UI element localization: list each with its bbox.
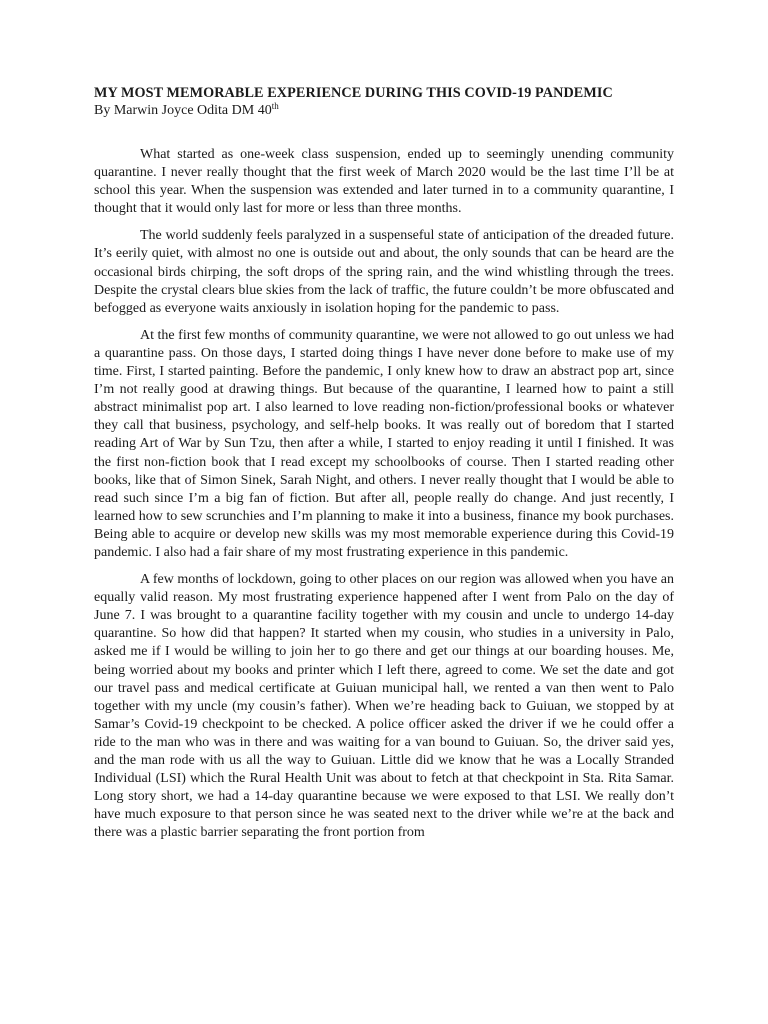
- document-page: [94, 84, 674, 851]
- byline: [94, 102, 674, 120]
- byline-superscript: th: [271, 101, 279, 111]
- paragraph-1: What started as one-week class suspension, ended up to seemingly unending community quarantine. I never really thought that the first week of March 2020 would be the last time I’ll be at school this year. When the suspension was extended and later turned in to a community quarantine, I thought that it would only last for more or less than three months.: [94, 147, 674, 217]
- paragraph-4: A few months of lockdown, going to other places on our region was allowed when you have an equally valid reason. My most frustrating experience happened after I went from Palo on the day of June 7. I was brought to a quarantine facility together with my cousin and uncle to undergo 14-day quarantine. So how did that happen? It started when my cousin, who studies in a university in Palo, asked me if I would be willing to join her to go there and get our things at our boarding houses. Me, being worried about my books and printer which I left there, agreed to come. We set the date and got our travel pass and medical certificate at Guiuan municipal hall, we rented a van then went to Palo together with my uncle (my cousin’s father). When we’re heading back to Guiuan, we stopped by at Samar’s Covid-19 checkpoint to be checked. A police officer asked the driver if we he could offer a ride to the man who was in there and was waiting for a van bound to Guiuan. So, the driver said yes, and the man rode with us all the way to Guiuan. Little did we know that he was a Locally Stranded Individual (LSI) which the Rural Health Unit was about to fetch at that checkpoint in Sta. Rita Samar. Long story short, we had a 14-day quarantine because we were exposed to that LSI. We really don’t have much exposure to that person since he was seated next to the driver while we’re at the back and there was a plastic barrier separating the front portion from: [94, 572, 674, 841]
- paragraph-2: The world suddenly feels paralyzed in a suspenseful state of anticipation of the dreaded future. It’s eerily quiet, with almost no one is outside out and about, the only sounds that can be heard are the occasional birds chirping, the soft drops of the spring rain, and the wind whistling through the trees. Despite the crystal clears blue skies from the lack of traffic, the future couldn’t be more obfuscated and befogged as everyone waits anxiously in isolation hoping for the pandemic to pass.: [94, 228, 674, 316]
- document-title: MY MOST MEMORABLE EXPERIENCE DURING THIS COVID-19 PANDEMIC: [94, 85, 613, 101]
- paragraph-3: At the first few months of community quarantine, we were not allowed to go out unless we had a quarantine pass. On those days, I started doing things I have never done before to make use of my time. First, I started painting. Before the pandemic, I only knew how to draw an abstract pop art, since I’m not really good at drawing things. But because of the quarantine, I learned how to paint a still abstract minimalist pop art. I also learned to love reading non-fiction/professional books or whatever they call that business, psychology, and self-help books. It was really out of boredom that I started reading Art of War by Sun Tzu, then after a while, I started to enjoy reading it until I finished. It was the first non-fiction book that I read except my schoolbooks of course. Then I started reading other books, like that of Simon Sinek, Sarah Night, and others. I never really thought that I would be able to read such since I’m a big fan of fiction. But after all, people really do change. And just recently, I learned how to sew scrunchies and I’m planning to make it into a business, finance my book purchases. Being able to acquire or develop new skills was my most memorable experience during this Covid-19 pandemic. I also had a fair share of my most frustrating experience in this pandemic.: [94, 327, 674, 560]
- byline-author: By Marwin Joyce Odita DM 40: [94, 103, 272, 118]
